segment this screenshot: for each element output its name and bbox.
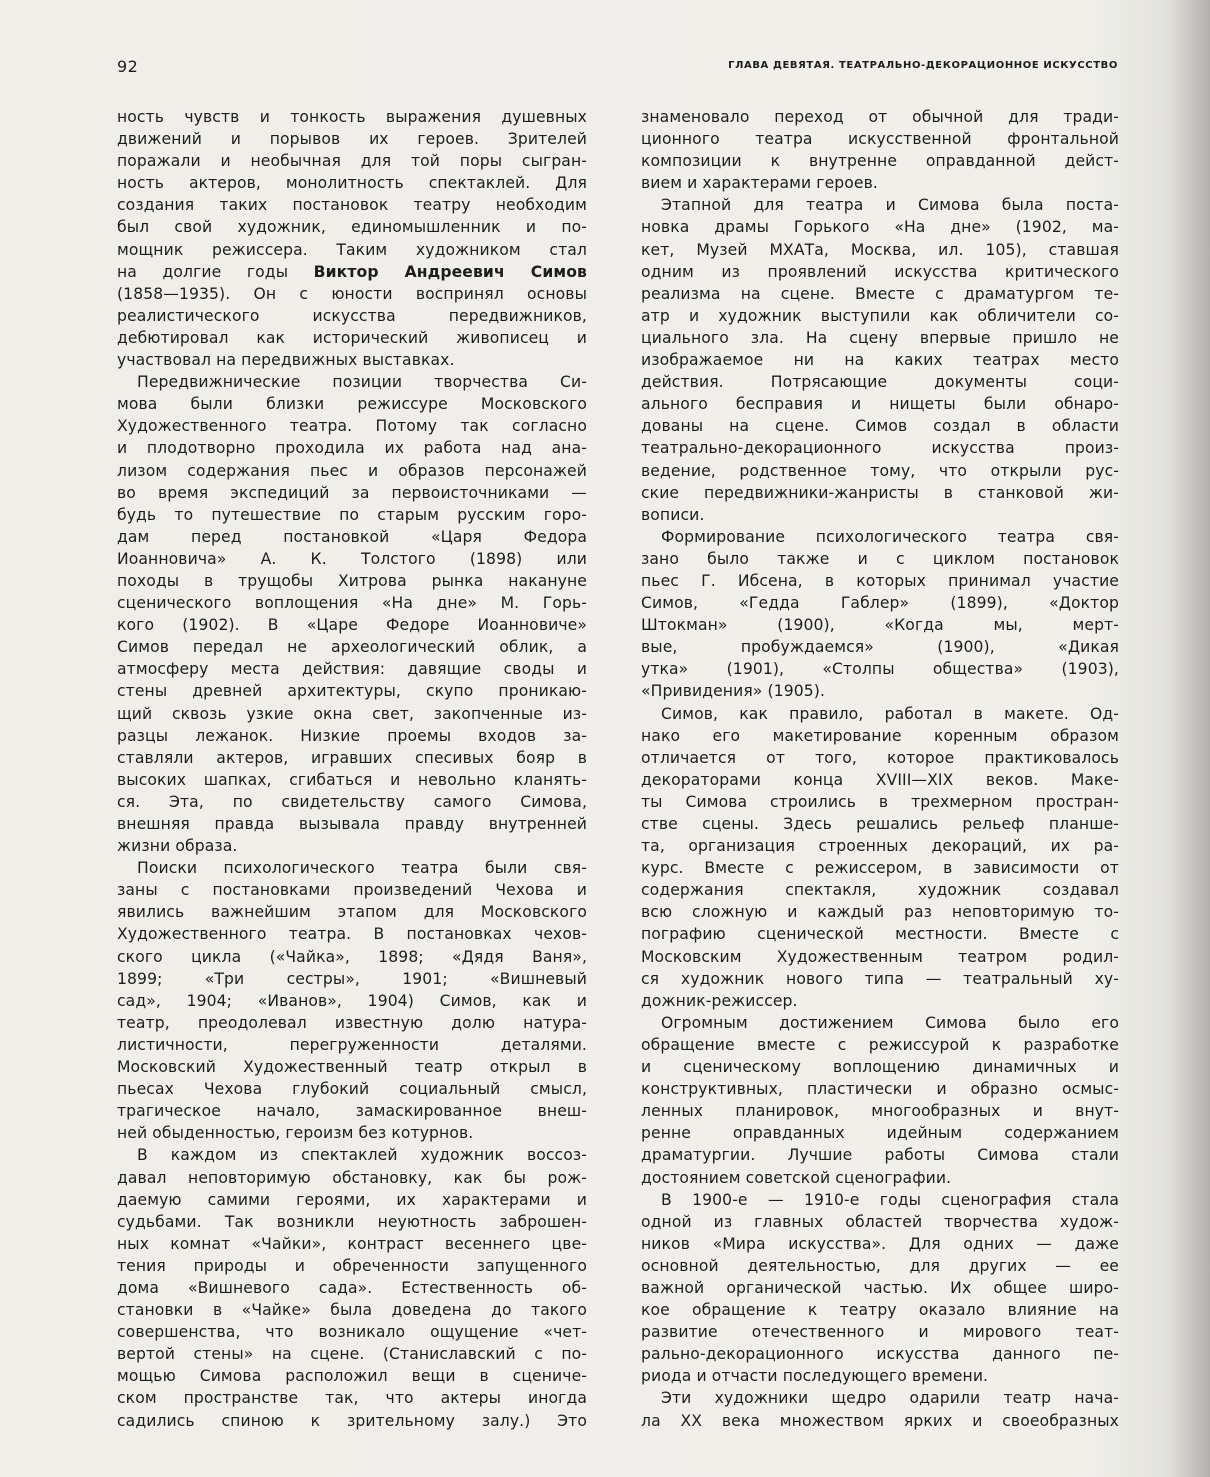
- text-line: знаменовало переход от обычной для тради-: [641, 108, 1119, 126]
- text-line: нако его макетирование коренным образом: [641, 726, 1119, 745]
- text-line: курс. Вместе с режиссером, в зависимости от: [641, 859, 1119, 878]
- text-line: будь то путешествие по старым русским горо-: [117, 505, 587, 524]
- left-text-column: [117, 106, 587, 1432]
- text-line: судьбами. Так возникли неуютность заброшен-: [117, 1212, 587, 1231]
- text-line: тения природы и обреченности запущенного: [117, 1256, 587, 1275]
- text-line: циального зла. На сцену впервые пришло не: [641, 328, 1119, 347]
- text-line: дованы на сцене. Симов создал в области: [641, 417, 1119, 436]
- text-line: и сценическому воплощению динамичных и: [641, 1058, 1119, 1077]
- text-line: основной деятельностью, для других — ее: [641, 1256, 1119, 1275]
- text-line: даемую самими героями, их характерами и: [117, 1190, 587, 1209]
- text-line: щий сквозь узкие окна свет, закопченные из-: [117, 704, 587, 723]
- text-line: обращение вместе с режиссурой к разработке: [641, 1035, 1119, 1054]
- text-line: на долгие годы Виктор Андреевич Симов: [117, 262, 587, 281]
- text-line: ла XX века множеством ярких и своеобразных: [641, 1411, 1119, 1430]
- running-head: ГЛАВА ДЕВЯТАЯ. ТЕАТРАЛЬНО-ДЕКОРАЦИОННОЕ ИСКУССТВО: [728, 60, 1118, 71]
- text-line: «Привидения» (1905).: [641, 682, 826, 701]
- text-line: конструктивных, пластически и образно осмыс-: [641, 1080, 1119, 1099]
- text-line: жизни образа.: [117, 837, 238, 856]
- text-line: был свой художник, единомышленник и по-: [117, 218, 587, 237]
- text-line: отличается от того, которое практиковалось: [641, 748, 1119, 767]
- text-line: ных комнат «Чайки», контраст весеннего цве-: [117, 1234, 587, 1253]
- text-line: ся. Эта, по свидетельству самого Симова,: [117, 792, 587, 811]
- text-line: сценического воплощения «На дне» М. Горь-: [117, 594, 587, 613]
- text-line: та, организация строенных декораций, их ра-: [641, 837, 1119, 856]
- text-line: ность чувств и тонкость выражения душевных: [117, 108, 587, 126]
- text-line: и плодотворно проходила их работа над ана-: [117, 439, 587, 458]
- text-line: дебютировал как исторический живописец и: [117, 328, 587, 347]
- text-line: походы в трущобы Хитрова рынка накануне: [117, 571, 587, 590]
- text-line: ренне оправданных идейным содержанием: [641, 1124, 1119, 1143]
- text-line: важной органической частью. Их общее широ-: [641, 1278, 1119, 1297]
- text-line: пьес Г. Ибсена, в которых принимал участие: [641, 571, 1119, 590]
- text-line: содержания спектакля, художник создавал: [641, 881, 1119, 900]
- text-line: ционного театра искусственной фронтальной: [641, 130, 1119, 149]
- text-line: ников «Мира искусства». Для одних — даже: [641, 1234, 1119, 1253]
- text-line: пьесах Чехова глубокий социальный смысл,: [117, 1080, 587, 1099]
- text-line: Симов, «Гедда Габлер» (1899), «Доктор: [641, 594, 1119, 613]
- text-line: во время экспедиций за первоисточниками —: [117, 483, 587, 502]
- text-line: реализма на сцене. Вместе с драматургом те-: [641, 284, 1119, 303]
- text-line: кое обращение к театру оказало влияние на: [641, 1301, 1119, 1320]
- text-line: Иоанновича» А. К. Толстого (1898) или: [117, 549, 587, 568]
- text-line: листичности, перегруженности деталями.: [117, 1035, 587, 1054]
- text-line: мощью Симова расположил вещи в сцениче-: [117, 1367, 587, 1386]
- text-line: театр, преодолевал известную долю натура-: [117, 1013, 587, 1032]
- right-text-column: [641, 106, 1119, 1432]
- text-line: дам перед постановкой «Царя Федора: [117, 527, 587, 546]
- text-line: новка драмы Горького «На дне» (1902, ма-: [641, 218, 1119, 237]
- text-line: зано было также и с циклом постановок: [641, 549, 1119, 568]
- text-line: ального бесправия и нищеты были обнаро-: [641, 395, 1119, 414]
- text-line: Огромным достижением Симова было его: [661, 1013, 1119, 1032]
- text-line: Московским Художественным театром родил-: [641, 947, 1119, 966]
- text-line: Этапной для театра и Симова была поста-: [661, 196, 1119, 215]
- text-line: Симов передал не археологический облик, а: [117, 638, 587, 657]
- text-line: дома «Вишневого сада». Естественность об-: [117, 1278, 587, 1297]
- text-line: становки в «Чайке» была доведена до такого: [117, 1301, 587, 1320]
- text-line: ского цикла («Чайка», 1898; «Дядя Ваня»,: [117, 947, 587, 966]
- text-line: достоянием советской сценографии.: [641, 1168, 952, 1187]
- text-line: стве сцены. Здесь решались рельеф планше-: [641, 815, 1119, 833]
- text-line: садились спиною к зрительному залу.) Это: [117, 1411, 587, 1430]
- text-line: риода и отчасти последующего времени.: [641, 1367, 989, 1386]
- text-line: рально-декорационного искусства данного пе-: [641, 1345, 1119, 1364]
- page-edge-shadow: [1170, 0, 1210, 1477]
- text-line: внешняя правда вызывала правду внутренней: [117, 815, 587, 833]
- text-line: Формирование психологического театра свя-: [661, 527, 1119, 546]
- text-line: движений и порывов их героев. Зрителей: [117, 130, 587, 149]
- text-line: вописи.: [641, 505, 705, 524]
- text-line: вые, пробуждаемся» (1900), «Дикая: [641, 638, 1119, 657]
- text-line: действия. Потрясающие документы соци-: [641, 373, 1119, 392]
- text-line: всю сложную и каждый раз неповторимую то-: [641, 903, 1119, 922]
- text-line: 1899; «Три сестры», 1901; «Вишневый: [117, 969, 587, 988]
- text-line: вием и характерами героев.: [641, 174, 878, 193]
- text-line: ся художник нового типа — театральный ху-: [641, 969, 1119, 988]
- text-line: пографию сценической местности. Вместе с: [641, 925, 1119, 944]
- text-line: создания таких постановок театру необходим: [117, 196, 587, 215]
- text-line: мова были близки режиссуре Московского: [117, 395, 587, 414]
- text-line: одним из проявлений искусства критического: [641, 262, 1119, 281]
- text-line: театрально-декорационного искусства произ-: [641, 439, 1119, 458]
- text-line: поражали и необычная для той поры сыгран-: [117, 152, 587, 171]
- text-line: ском пространстве так, что актеры иногда: [117, 1389, 587, 1408]
- text-line: ность актеров, монолитность спектаклей. Для: [117, 174, 587, 193]
- text-line: реалистического искусства передвижников,: [117, 306, 587, 325]
- text-line: высоких шапках, сгибаться и невольно кланять-: [117, 770, 587, 789]
- text-line: (1858—1935). Он с юности воспринял основы: [117, 284, 587, 303]
- text-line: композиции к внутренне оправданной дейст-: [641, 152, 1119, 171]
- text-line: развитие отечественного и мирового теат-: [641, 1323, 1119, 1342]
- page-number: 92: [117, 57, 139, 76]
- text-line: утка» (1901), «Столпы общества» (1903),: [641, 660, 1119, 679]
- text-line: мощник режиссера. Таким художником стал: [117, 240, 587, 259]
- text-line: В 1900-е — 1910-е годы сценография стала: [661, 1190, 1119, 1209]
- text-line: ты Симова строились в трехмерном простран-: [641, 792, 1119, 811]
- text-line: атмосферу места действия: давящие своды и: [117, 660, 587, 679]
- text-line: лизом содержания пьес и образов персонажей: [117, 461, 587, 480]
- text-line: вертой стены» на сцене. (Станиславский с по-: [117, 1345, 587, 1364]
- text-line: В каждом из спектаклей художник воссоз-: [137, 1146, 587, 1165]
- text-line: одной из главных областей творчества худож-: [641, 1212, 1119, 1231]
- text-line: ведение, родственное тому, что открыли рус-: [641, 461, 1119, 480]
- text-line: разцы лежанок. Низкие проемы входов за-: [117, 726, 587, 745]
- text-line: ней обыденностью, героизм без котурнов.: [117, 1124, 474, 1143]
- text-line: заны с постановками произведений Чехова и: [117, 881, 587, 900]
- text-line: трагическое начало, замаскированное внеш-: [117, 1102, 587, 1121]
- text-line: Симов, как правило, работал в макете. Од-: [661, 704, 1119, 723]
- text-line: ставляли актеров, игравших спесивых бояр в: [117, 748, 587, 767]
- text-line: сад», 1904; «Иванов», 1904) Симов, как и: [117, 991, 587, 1010]
- text-line: ленных планировок, многообразных и внут-: [641, 1102, 1119, 1121]
- text-line: Эти художники щедро одарили театр нача-: [661, 1389, 1119, 1408]
- text-line: участвовал на передвижных выставках.: [117, 351, 455, 370]
- text-line: атр и художник выступили как обличители со-: [641, 306, 1119, 325]
- text-line: совершенства, что возникало ощущение «чет-: [117, 1323, 587, 1342]
- text-line: изображаемое ни на каких театрах место: [641, 351, 1119, 370]
- text-line: Художественного театра. Потому так согласно: [117, 417, 587, 436]
- text-line: ские передвижники-жанристы в станковой жи-: [641, 483, 1119, 502]
- text-line: Штокман» (1900), «Когда мы, мерт-: [641, 616, 1119, 635]
- text-line: Передвижнические позиции творчества Си-: [137, 373, 587, 392]
- text-line: Московский Художественный театр открыл в: [117, 1058, 587, 1077]
- text-line: декораторами конца XVIII—XIX веков. Маке-: [641, 770, 1119, 789]
- text-line: Художественного театра. В постановках чехов-: [117, 925, 587, 944]
- text-line: кого (1902). В «Царе Федоре Иоанновиче»: [117, 616, 587, 635]
- text-line: дожник-режиссер.: [641, 991, 798, 1010]
- text-line: драматургии. Лучшие работы Симова стали: [641, 1146, 1119, 1165]
- text-line: кет, Музей МХАТа, Москва, ил. 105), ставшая: [641, 240, 1119, 259]
- text-line: Поиски психологического театра были свя-: [137, 859, 587, 878]
- text-line: давал неповторимую обстановку, как бы рож-: [117, 1168, 587, 1187]
- text-line: явились важнейшим этапом для Московского: [117, 903, 587, 922]
- text-line: стены древней архитектуры, скупо проникаю-: [117, 682, 587, 701]
